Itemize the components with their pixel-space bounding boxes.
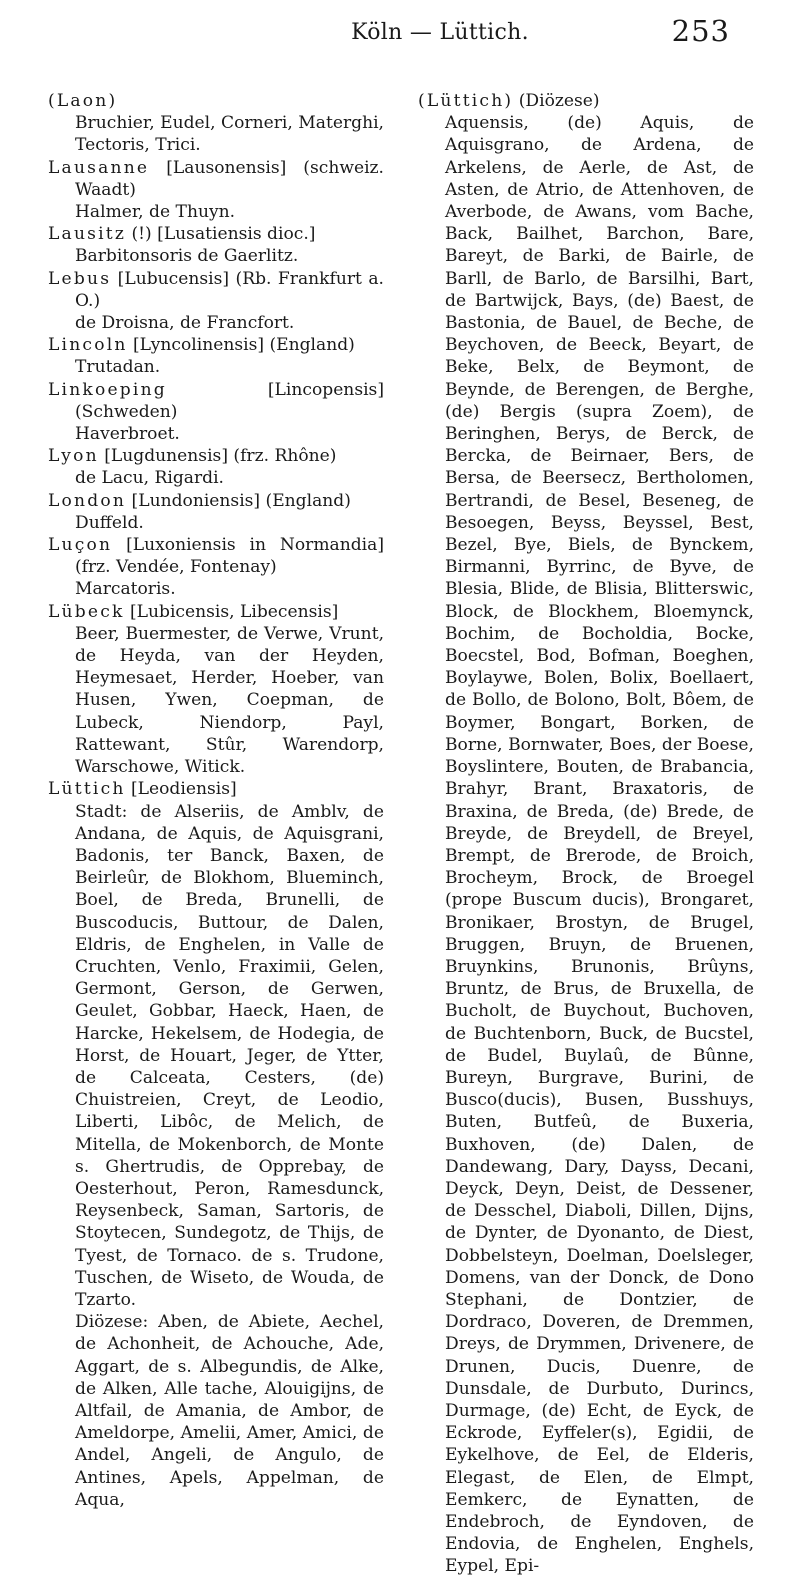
entry-keyword: Lyon [48, 446, 99, 467]
entry-text: Barbitonsoris de Gaerlitz. [75, 246, 299, 267]
entry-text: Trutadan. [75, 357, 161, 378]
entry-text: Diözese: Aben, de Abiete, Aechel, de Achonheit, de Achouche, Ade, Aggart, de s. Albegundis, de Alke, de Alken, Alle tache, Alouigijns, de Altfail, de Amania, de Ambor, de Ameldorpe, Amelii, Amer, Amici, de Andel, Angeli, de Angulo, de Antines, Apels, Appelman, de Aqua, [75, 1312, 384, 1510]
entry-text: de Lacu, Rigardi. [75, 468, 224, 489]
index-entry [48, 512, 384, 534]
entry-keyword: Lebus [48, 268, 112, 289]
entry-text: Duffeld. [75, 512, 144, 533]
entry-keyword: Lincoln [48, 335, 128, 356]
index-entry [48, 268, 384, 312]
entry-text: Marcatoris. [75, 579, 176, 600]
entry-text: Stadt: de Alseriis, de Amblv, de Andana, de Aquis, de Aquisgrani, Badonis, ter Banck, Baxen, de Beirleûr, de Blokhom, Blueminch, Boel, de Breda, Brunelli, de Buscoducis, Buttour, de Dalen, Eldris, de Enghelen, in Valle de Cruchten, Venlo, Fraximii, Gelen, Germont, Gerson, de Gerwen, Geulet, Gobbar, Haeck, Haen, de Harcke, Hekelsem, de Hodegia, de Horst, de Houart, Jeger, de Ytter, de Calceata, Cesters, (de) Chuistreien, Creyt, de Leodio, Liberti, Libôc, de Melich, de Mitella, de Mokenborch, de Monte s. Ghertrudis, de Opprebay, de Oesterhout, Peron, Ramesdunck, Reysenbeck, Saman, Sartoris, de Stoytecen, Sundegotz, de Thijs, de Tyest, de Tornaco. de s. Trudone, Tuschen, de Wiseto, de Wouda, de Tzarto. [75, 801, 384, 1310]
entry-keyword: Lausitz [48, 224, 127, 245]
entry-text: [Lubicensis, Libecensis] [124, 601, 339, 622]
entry-keyword: Lüttich [48, 779, 126, 800]
entry-text: Aquensis, (de) Aquis, de Aquisgrano, de Ardena, de Arkelens, de Aerle, de Ast, de Asten, de Atrio, de Attenhoven, de Averbode, de Awans, vom Bache, Back, Bailhet, Barchon, Bare, Bareyt, de Barki, de Bairle, de Barll, de Barlo, de Barsilhi, Bart, de Bartwijck, Bays, (de) Baest, de Bastonia, de Bauel, de Beche, de Beychoven, de Beeck, Beyart, de Beke, Belx, de Beymont, de Beynde, de Berengen, de Berghe, (de) Bergis (supra Zoem), de Beringhen, Berys, de Berck, de Bercka, de Beirnaer, Bers, de Bersa, de Beersecz, Bertholomen, Bertrandi, de Besel, Beseneg, de Besoegen, Beyss, Beyssel, Best, Bezel, Bye, Biels, de Bynckem, Birmanni, Byrrinc, de Byve, de Blesia, Blide, de Blisia, Blitterswic, Block, de Blockhem, Bloemynck, Bochim, de Bocholdia, Bocke, Boecstel, Bod, Bofman, Boeghen, Boylaywe, Bolen, Bolix, Boellaert, de Bollo, de Bolono, Bolt, Bôem, de Boymer, Bongart, Borken, de Borne, Bornwater, Boes, der Boese, Boyslintere, Bouten, de Brabancia, Brahyr, Brant, Braxatoris, de Braxina, de Breda, (de) Brede, de Breyde, de Breydell, de Breyel, Brempt, de Brerode, de Broich, Brocheym, Brock, de Broegel (prope Buscum ducis), Brongaret, Bronikaer, Brostyn, de Brugel, Bruggen, Bruyn, de Bruenen, Bruynkins, Brunonis, Brûyns, Bruntz, de Brus, de Bruxella, de Bucholt, de Buychout, Buchoven, de Buchtenborn, Buck, de Bucstel, de Budel, Buylaû, de Bûnne, Bureyn, Burgrave, Burini, de Busco(ducis), Busen, Busshuys, Buten, Butfeû, de Buxeria, Buxhoven, (de) Dalen, de Dandewang, Dary, Dayss, Decani, Deyck, Deyn, Deist, de Dessener, de Desschel, Diaboli, Dillen, Dijns, de Dynter, de Dyonanto, de Diest, Dobbelsteyn, Doelman, Doelsleger, Domens, van der Donck, de Dono Stephani, de Dontzier, de Dordraco, Doveren, de Dremmen, Dreys, de Drymmen, Drivenere, de Drunen, Ducis, Duenre, de Dunsdale, de Durbuto, Durincs, Durmage, (de) Echt, de Eyck, de Eckrode, Eyffeler(s), Egidii, de Eykelhove, de Eel, de Elderis, Elegast, de Elen, de Elmpt, Eemkerc, de Eynatten, de Endebroch, de Eyndoven, de Endovia, de Enghelen, Enghels, Eypel, Epi- [445, 113, 754, 1577]
index-entry [48, 467, 384, 489]
index-entry [48, 312, 384, 334]
index-entry [418, 90, 754, 112]
index-entry [48, 490, 384, 512]
index-entry [48, 423, 384, 445]
entry-text: Beer, Buermester, de Verwe, Vrunt, de Heyda, van der Heyden, Heymesaet, Herder, Hoeber, van Husen, Ywen, Coepman, de Lubeck, Niendorp, Payl, Rattewant, Stûr, Warendorp, Warschowe, Witick. [75, 623, 384, 778]
index-entry [418, 112, 754, 1577]
entry-text: [Lausonensis] (schweiz. Waadt) [75, 157, 384, 200]
entry-keyword: Linkoeping [48, 379, 167, 400]
index-entry [48, 90, 384, 112]
entry-keyword: (Lüttich) [418, 91, 514, 111]
index-entry [48, 157, 384, 201]
entry-keyword: Lübeck [48, 601, 125, 622]
index-entry [48, 356, 384, 378]
entry-keyword: London [48, 490, 127, 511]
index-entry [48, 334, 384, 356]
index-entry [48, 245, 384, 267]
index-entry [48, 578, 384, 600]
entry-text: [Lubucensis] (Rb. Frankfurt a. O.) [75, 268, 384, 311]
index-entry [48, 601, 384, 623]
index-entry [48, 112, 384, 156]
index-entry [48, 801, 384, 1312]
entry-text: Haverbroet. [75, 424, 180, 445]
entry-text: de Droisna, de Francfort. [75, 313, 295, 334]
index-entry [48, 445, 384, 467]
left-column [48, 90, 384, 1511]
page-header [0, 8, 800, 52]
index-entry [48, 201, 384, 223]
entry-text: [Lincopensis] (Schweden) [75, 379, 384, 422]
entry-keyword: (Laon) [48, 91, 118, 111]
entry-text: [Lugdunensis] (frz. Rhône) [98, 446, 337, 467]
index-entry [48, 623, 384, 778]
entry-text: [Luxoniensis in Normandia] (frz. Vendée, Fontenay) [75, 535, 384, 578]
entry-text: [Lundoniensis] (England) [126, 490, 351, 511]
index-entry [48, 223, 384, 245]
index-entry [48, 1311, 384, 1511]
entry-keyword: Luçon [48, 535, 113, 556]
entry-text: Bruchier, Eudel, Corneri, Materghi, Tectoris, Trici. [75, 113, 384, 156]
index-entry [48, 778, 384, 800]
entry-text: (Diözese) [513, 91, 600, 111]
entry-text: [Lyncolinensis] (England) [127, 335, 355, 356]
index-entry [48, 379, 384, 423]
entry-text: [Leodiensis] [125, 779, 237, 800]
page-number: 253 [671, 14, 730, 48]
entry-keyword: Lausanne [48, 157, 150, 178]
entry-text: Halmer, de Thuyn. [75, 202, 236, 223]
right-column [418, 90, 754, 1578]
entry-text: (!) [Lusatiensis dioc.] [126, 224, 316, 245]
running-title: Köln — Lüttich. [351, 20, 529, 45]
index-entry [48, 534, 384, 578]
